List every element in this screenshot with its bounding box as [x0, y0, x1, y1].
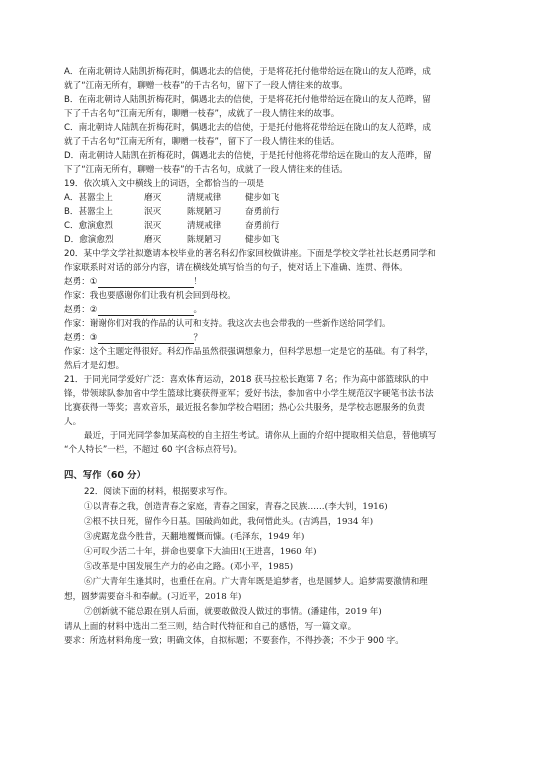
- writing-instruction-1: 请从上面的材料中选出二至三则，结合时代特征和自己的感悟，写一篇文章。: [64, 622, 357, 632]
- material-6-line2: 想，圆梦需要奋斗和奉献。(习近平，2018 年): [64, 592, 242, 602]
- q21-line5: 最近，于同光同学参加某高校的自主招生考试。请你从上面的介绍中提取相关信息，替他填写: [84, 431, 437, 441]
- material-3: ③虎踞龙盘今胜昔，天翻地覆慨而慷。(毛泽东，1949 年): [84, 532, 305, 542]
- q18-option-c-line1: C．南北朝诗人陆凯在折梅花时，偶遇北去的信使，于是托付他将花带给远在陇山的友人范晔，成: [64, 123, 431, 133]
- q22-stem: 22．阅读下面的材料，根据要求写作。: [84, 487, 233, 497]
- q20-dialog-2: 作家：我也要感谢你们让我有机会回到母校。: [64, 291, 236, 301]
- writing-instruction-2: 要求：所选材料角度一致；明确文体，自拟标题；不要套作，不得抄袭；不少于 900 字。: [64, 636, 404, 646]
- q19-row-b: [64, 206, 474, 218]
- material-5: ⑤改革是中国发展生产力的必由之路。(邓小平，1985): [84, 562, 294, 572]
- q19-c-4: 奋勇前行: [245, 221, 280, 231]
- q19-c-2: 泯灭: [144, 221, 162, 231]
- q21-line6: “个人特长”一栏，不超过 60 字(含标点符号)。: [64, 445, 243, 455]
- material-2: ②根不扶日死，留作今日基。国破尚如此，我何惜此头。(吉鸿昌，1934 年): [84, 517, 374, 527]
- q18-option-d-line1: D．南北朝诗人陆凯在折梅花时，偶遇北去的信使，于是托付他将花带给远在陇山的友人范晔，留: [64, 151, 432, 161]
- q19-d-1: D．愈演愈烈: [64, 235, 114, 245]
- q18-option-b-line2: 下了千古名句“江南无所有，聊赠一枝春”，成就了一段人情往来的故事。: [64, 109, 340, 119]
- q19-a-1: A．甚嚣尘上: [64, 193, 113, 203]
- q20-stem-line1: 20．某中学文学社拟邀请本校毕业的著名科幻作家回校做讲座。下面是学校文学社社长赵勇同学和: [64, 249, 436, 259]
- q19-row-c: [64, 220, 474, 232]
- q21-line1: 21．于同光同学爱好广泛：喜欢体育运动，2018 获马拉松长跑第 7 名；作为高中部篮球队的中: [64, 375, 429, 385]
- q19-b-4: 奋勇前行: [245, 207, 280, 217]
- q20-blank-3[interactable]: [98, 334, 194, 344]
- q20-d3-suffix: 。: [193, 305, 203, 315]
- q20-d3-prefix: 赵勇：②: [64, 305, 98, 315]
- q19-b-2: 泯灭: [144, 207, 162, 217]
- q20-blank-1[interactable]: [98, 278, 194, 288]
- q19-d-4: 健步如飞: [245, 235, 280, 245]
- q18-option-a-line2: 就了“江南无所有，聊赠一枝春”的千古名句，留下了一段人情往来的故事。: [64, 81, 348, 91]
- q21-line3: 比赛获得一等奖；喜欢音乐，最近报名参加学校合唱团；热心公共服务，是学校志愿服务的负责: [64, 403, 425, 413]
- q19-row-d: [64, 234, 474, 246]
- q20-dialog-6-line2: 然后才是幻想。: [64, 361, 125, 371]
- q20-dialog-4: 作家：谢谢你们对我的作品的认可和支持。我这次去也会带我的一些新作送给同学们。: [64, 319, 391, 329]
- q18-option-d-line2: 下了“江南无所有，聊赠一枝春”的千古名句，成就了一段人情往来的佳话。: [64, 165, 348, 175]
- q21-line2: 锋，带领球队参加省中学生篮球比赛获得亚军；爱好书法，参加省中小学生规范汉字硬笔书法书法: [64, 389, 434, 399]
- q20-blank-2[interactable]: [98, 306, 194, 316]
- material-4: ④可叹少活二十年，拼命也要拿下大油田!(王进喜，1960 年): [84, 547, 317, 557]
- q19-a-3: 清规戒律: [187, 193, 222, 203]
- q20-stem-line2: 作家联系时对话的部分内容，请在横线处填写恰当的句子，使对话上下准确、连贯、得体。: [64, 263, 408, 273]
- q20-d1-prefix: 赵勇：①: [64, 277, 98, 287]
- q20-d5-suffix: ？: [193, 333, 203, 343]
- q21-line4: 人。: [64, 417, 82, 427]
- q20-dialog-3: [64, 304, 474, 316]
- q20-d1-suffix: ！: [193, 277, 203, 287]
- material-7: ⑦创新就不能总跟在别人后面，就要敢做没人做过的事情。(潘建伟，2019 年): [84, 607, 382, 617]
- q20-dialog-5: [64, 332, 474, 344]
- q20-dialog-1: [64, 276, 474, 288]
- q19-b-1: B．甚嚣尘上: [64, 207, 113, 217]
- q19-c-1: C．愈演愈烈: [64, 221, 113, 231]
- q20-dialog-6-line1: 作家：这个主题定得很好。科幻作品虽然很强调想象力，但科学思想一定是它的基础。有了科学，: [64, 347, 434, 357]
- q19-row-a: [64, 192, 474, 204]
- q19-stem: 19．依次填入文中横线上的词语，全都恰当的一项是: [64, 179, 264, 189]
- q19-d-2: 磨灭: [144, 235, 162, 245]
- q18-option-c-line2: 就了千古名句“江南无所有，聊赠一枝春”，留下了一段人情往来的佳话。: [64, 137, 340, 147]
- material-1: ①以青春之我，创造青春之家庭，青春之国家，青春之民族……(李大钊，1916): [84, 502, 388, 512]
- q19-b-3: 陈规陋习: [187, 207, 222, 217]
- q18-option-b-line1: B．在南北朝诗人陆凯折梅花时，偶遇北去的信使，于是将花托付他带给远在陇山的友人范晔，留: [64, 95, 431, 105]
- material-6-line1: ⑥广大青年生逢其时，也重任在肩。广大青年既是追梦者，也是圆梦人。追梦需要激情和理: [84, 577, 428, 587]
- q18-option-a-line1: A．在南北朝诗人陆凯折梅花时，偶遇北去的信使，于是将花托付他带给远在陇山的友人范晔，成: [64, 67, 431, 77]
- q19-a-4: 健步如飞: [245, 193, 280, 203]
- q19-a-2: 磨灭: [144, 193, 162, 203]
- q19-c-3: 清规戒律: [187, 221, 222, 231]
- section-4-heading: 四、写作（60 分）: [64, 470, 146, 481]
- q19-d-3: 陈规陋习: [187, 235, 222, 245]
- q20-d5-prefix: 赵勇：③: [64, 333, 98, 343]
